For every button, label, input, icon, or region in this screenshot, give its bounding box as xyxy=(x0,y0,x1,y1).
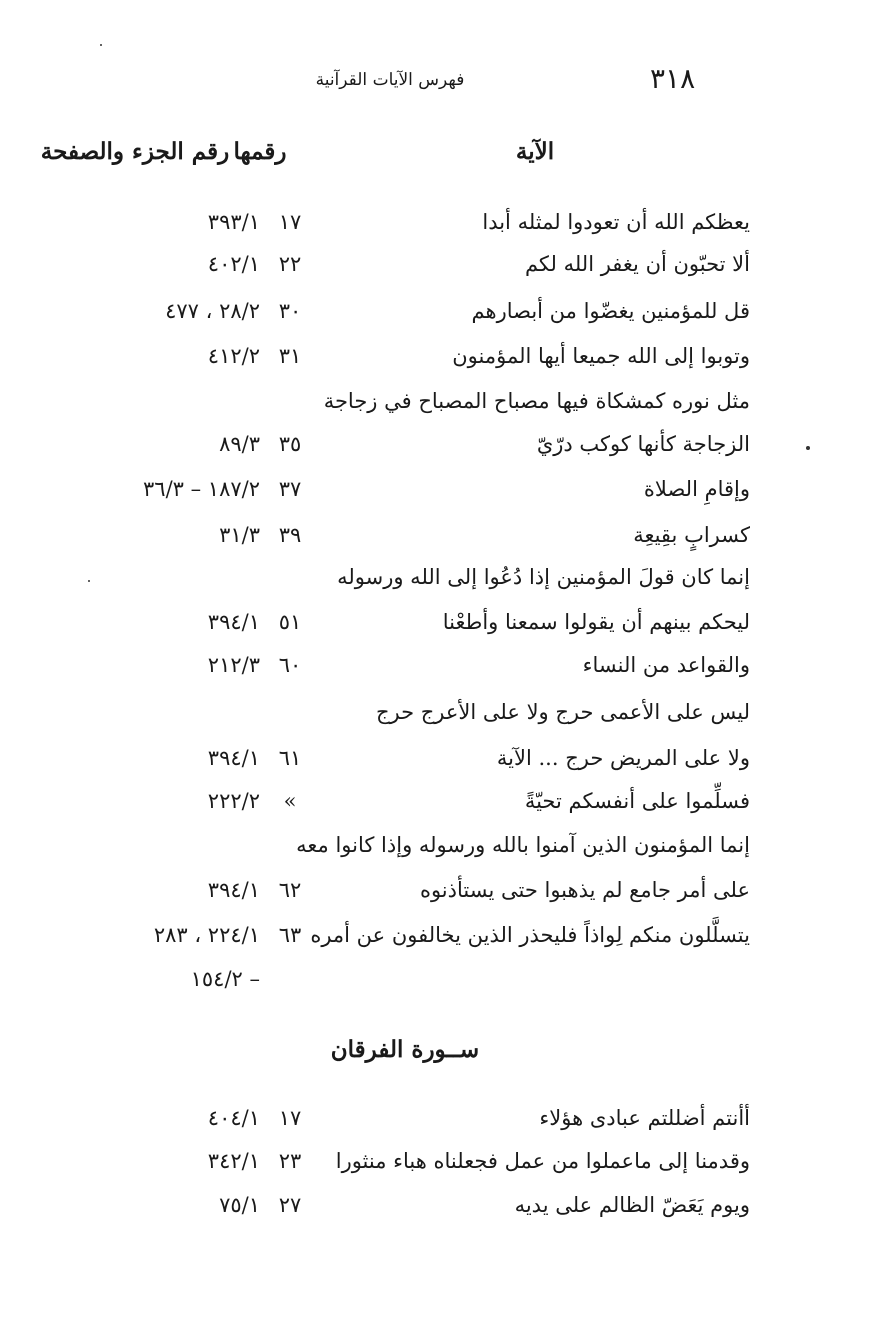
volume-page-reference: ٢٢٤/١ ، ٢٨٣ xyxy=(153,923,260,947)
volume-page-reference: ٣٩٣/١ xyxy=(207,210,260,234)
volume-page-reference: ٧٥/١ xyxy=(219,1193,260,1217)
table-row xyxy=(30,565,845,605)
ayah-number: » xyxy=(283,789,297,813)
ayah-text: إنما المؤمنون الذين آمنوا بالله ورسوله وإذا كانوا معه xyxy=(296,833,750,857)
table-row xyxy=(30,1193,845,1233)
ayah-text: أأنتم أضللتم عبادى هؤلاء xyxy=(539,1106,750,1130)
ayah-text: والقواعد من النساء xyxy=(582,653,750,677)
ayah-text: وإقامِ الصلاة xyxy=(643,477,750,501)
volume-page-reference: ١٨٧/٢ – ٣٦/٣ xyxy=(143,477,260,501)
page-number: ٣١٨ xyxy=(650,62,696,95)
ayah-number: ٦٢ xyxy=(278,878,302,902)
ayah-number: ٦٣ xyxy=(278,923,302,947)
scan-speck xyxy=(806,446,810,450)
ayah-text: قل للمؤمنين يغضّوا من أبصارهم xyxy=(471,299,750,323)
volume-page-reference: ٣٩٤/١ xyxy=(207,746,260,770)
volume-page-reference: ٣٩٤/١ xyxy=(207,610,260,634)
column-header-ayah: الآية xyxy=(515,138,555,165)
ayah-number: ٦٠ xyxy=(278,653,302,677)
table-row xyxy=(30,1106,845,1146)
ayah-number: ١٧ xyxy=(278,1106,302,1130)
ayah-text: الزجاجة كأنها كوكب درّيّ xyxy=(536,432,750,456)
volume-page-reference: ٤٠٤/١ xyxy=(207,1106,260,1130)
table-row xyxy=(30,210,845,250)
ayah-text: يتسلَّلون منكم لِواذاً فليحذر الذين يخالفون عن أمره xyxy=(310,923,750,947)
volume-page-reference: ٣٩٤/١ xyxy=(207,878,260,902)
ayah-text: إنما كان قولَ المؤمنين إذا دُعُوا إلى الله ورسوله xyxy=(337,565,750,589)
ayah-number: ٢٧ xyxy=(278,1193,302,1217)
ayah-text: ليحكم بينهم أن يقولوا سمعنا وأطعْنا xyxy=(442,610,750,634)
ayah-number: ٣١ xyxy=(278,344,302,368)
volume-page-reference: ٤٠٢/١ xyxy=(207,252,260,276)
table-row xyxy=(30,344,845,384)
table-row xyxy=(30,610,845,650)
table-row xyxy=(30,833,845,873)
volume-page-reference: ٣٤٢/١ xyxy=(207,1149,260,1173)
volume-page-reference: ٢١٢/٣ xyxy=(207,653,260,677)
ayah-text: يعظكم الله أن تعودوا لمثله أبدا xyxy=(482,210,750,234)
volume-page-reference: – ١٥٤/٢ xyxy=(190,967,260,991)
ayah-number: ١٧ xyxy=(278,210,302,234)
ayah-number: ٢٣ xyxy=(278,1149,302,1173)
scan-speck xyxy=(100,44,102,46)
ayah-text: كسرابٍ بقِيعِة xyxy=(633,523,750,547)
table-row xyxy=(30,746,845,786)
ayah-text: فسلِّموا على أنفسكم تحيّةً xyxy=(524,789,750,813)
volume-page-reference: ٣١/٣ xyxy=(219,523,260,547)
ayah-text: ليس على الأعمى حرج ولا على الأعرج حرج xyxy=(375,700,750,724)
ayah-text: ولا على المريض حرج ... الآية xyxy=(496,746,750,770)
ayah-number: ٣٥ xyxy=(278,432,302,456)
table-row xyxy=(30,1149,845,1189)
ayah-number: ٢٢ xyxy=(278,252,302,276)
table-row xyxy=(30,389,845,429)
ayah-number: ٣٠ xyxy=(278,299,302,323)
table-row xyxy=(30,923,845,963)
volume-page-reference: ٤١٢/٢ xyxy=(207,344,260,368)
table-row xyxy=(30,477,845,517)
ayah-number: ٣٩ xyxy=(278,523,302,547)
running-title: فهرس الآيات القرآنية xyxy=(315,70,465,90)
volume-page-reference: ٢٨/٢ ، ٤٧٧ xyxy=(165,299,260,323)
ayah-number: ٣٧ xyxy=(278,477,302,501)
column-header-reference: رقم الجزء والصفحة xyxy=(40,138,230,165)
ayah-number: ٥١ xyxy=(278,610,302,634)
table-row xyxy=(30,878,845,918)
volume-page-reference: ٢٢٢/٢ xyxy=(207,789,260,813)
ayah-number: ٦١ xyxy=(278,746,302,770)
ayah-text: على أمر جامع لم يذهبوا حتى يستأذنوه xyxy=(419,878,750,902)
table-row xyxy=(30,252,845,292)
table-row xyxy=(30,789,845,829)
surah-section-title: ســورة الفرقان xyxy=(330,1036,480,1063)
volume-page-reference: ٨٩/٣ xyxy=(219,432,260,456)
table-row xyxy=(30,299,845,339)
ayah-text: ألا تحبّون أن يغفر الله لكم xyxy=(524,252,750,276)
ayah-text: وقدمنا إلى ماعملوا من عمل فجعلناه هباء منثورا xyxy=(335,1149,750,1173)
table-row xyxy=(30,653,845,693)
table-row xyxy=(30,967,845,1007)
ayah-text: وتوبوا إلى الله جميعا أيها المؤمنون xyxy=(452,344,750,368)
table-row xyxy=(30,523,845,563)
ayah-text: ويوم يَعَضّ الظالم على يديه xyxy=(514,1193,750,1217)
table-row xyxy=(30,432,845,472)
ayah-text: مثل نوره كمشكاة فيها مصباح المصباح في زجاجة xyxy=(323,389,750,413)
column-header-number: رقمها xyxy=(233,138,287,165)
scan-speck xyxy=(88,580,90,582)
table-row xyxy=(30,700,845,740)
